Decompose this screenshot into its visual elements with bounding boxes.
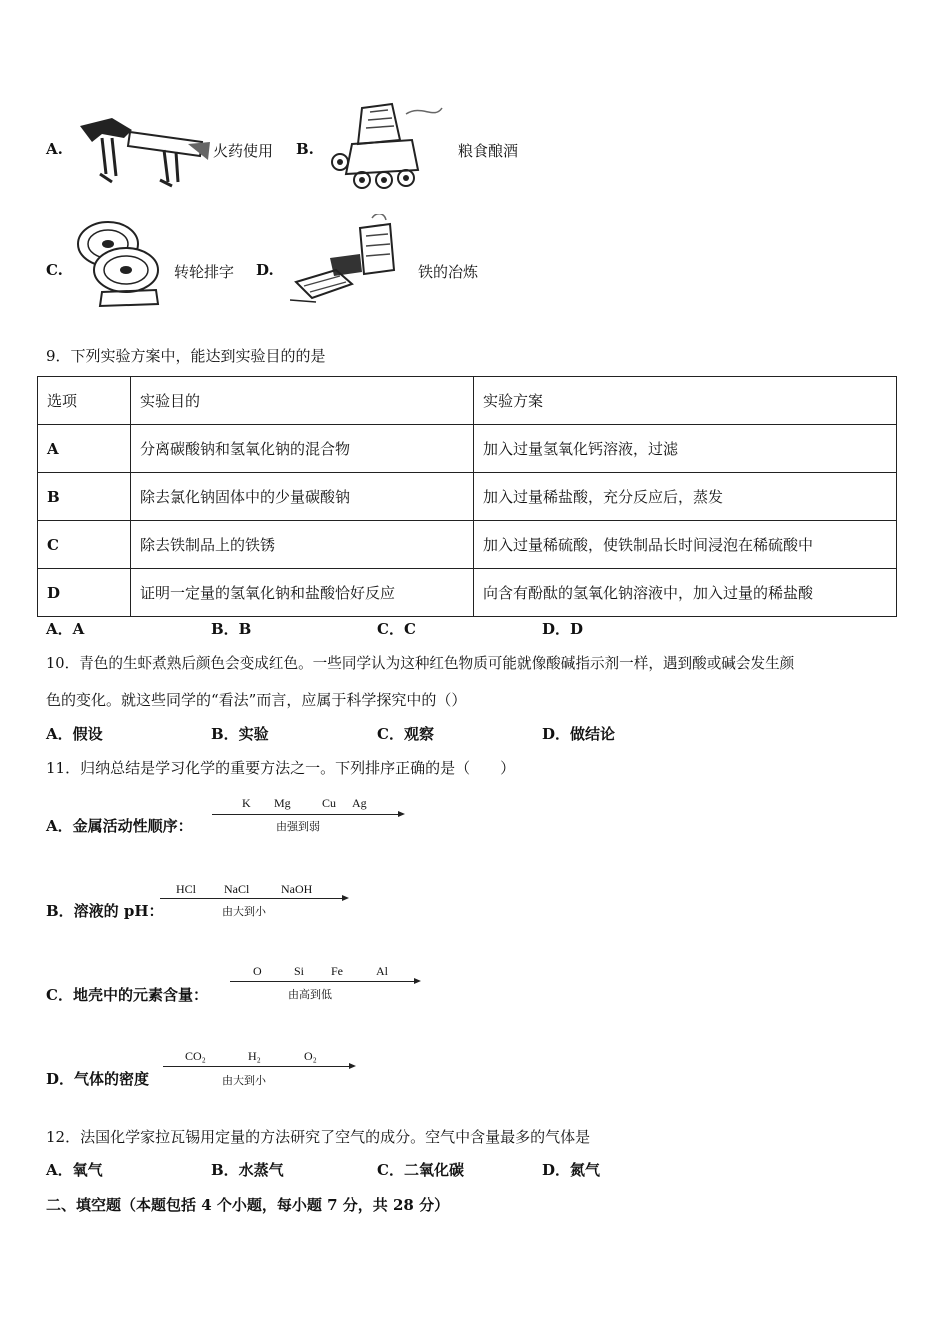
q8-option-b-text: 粮食酿酒	[458, 142, 519, 160]
arrow-head-icon	[414, 978, 421, 984]
experiment-table	[37, 376, 897, 617]
q12-stem: 12．法国化学家拉瓦锡用定量的方法研究了空气的成分。空气中含量最多的气体是	[46, 1128, 591, 1146]
gunpowder-illustration	[72, 112, 212, 192]
sequence-item: Si	[294, 964, 305, 978]
q9-option-c: C．C	[377, 620, 416, 638]
q10-option-d: D．做结论	[542, 725, 616, 743]
sequence-item: Fe	[331, 964, 343, 978]
table-row	[38, 521, 897, 569]
q11-option-a-label: A．金属活动性顺序：	[46, 817, 193, 835]
q11-option-b-label: B．溶液的 pH：	[46, 902, 164, 920]
q8-option-d-letter: D.	[256, 261, 274, 279]
section-title: 二、填空题（本题包括 4 个小题，每小题 7 分，共 28 分）	[46, 1196, 450, 1214]
q12-option-c: C．二氧化碳	[377, 1161, 464, 1179]
sequence-arrow	[212, 814, 398, 815]
row-option: B	[38, 473, 131, 521]
sequence-arrow	[230, 981, 414, 982]
sequence-item: NaOH	[281, 882, 313, 896]
row-plan: 加入过量稀盐酸，充分反应后，蒸发	[474, 473, 897, 521]
q12-option-a: A．氧气	[46, 1161, 103, 1179]
sequence-item: K	[242, 796, 251, 810]
table-row	[38, 473, 897, 521]
sequence-item: Mg	[274, 796, 291, 810]
row-plan: 向含有酚酞的氢氧化钠溶液中，加入过量的稀盐酸	[474, 569, 897, 617]
q11-option-d-label: D．气体的密度	[46, 1070, 150, 1088]
sequence-caption: 由高到低	[288, 988, 332, 1001]
sequence-item: CO₂	[185, 1049, 206, 1063]
header-option: 选项	[38, 377, 131, 425]
sequence-caption: 由强到弱	[276, 820, 320, 833]
q9-option-b: B．B	[211, 620, 252, 638]
q9-stem: 9．下列实验方案中，能达到实验目的的是	[46, 347, 326, 365]
q8-option-b-letter: B.	[296, 140, 314, 158]
q8-option-a-text: 火药使用	[213, 142, 274, 160]
sequence-item: Al	[376, 964, 388, 978]
q9-option-a: A．A	[46, 620, 85, 638]
row-option: A	[38, 425, 131, 473]
iron-smelting-illustration	[290, 214, 410, 304]
q10-option-b: B．实验	[211, 725, 269, 743]
row-purpose: 分离碳酸钠和氢氧化钠的混合物	[131, 425, 474, 473]
q11-option-c-label: C．地壳中的元素含量：	[46, 986, 208, 1004]
arrow-head-icon	[398, 811, 405, 817]
sequence-item: HCl	[176, 882, 197, 896]
row-option: C	[38, 521, 131, 569]
q10-stem-line2: 色的变化。就这些同学的“看法”而言，应属于科学探究中的（）	[46, 691, 467, 709]
q10-option-c: C．观察	[377, 725, 434, 743]
row-purpose: 证明一定量的氢氧化钠和盐酸恰好反应	[131, 569, 474, 617]
q8-option-a-letter: A.	[46, 140, 63, 158]
q11-stem: 11．归纳总结是学习化学的重要方法之一。下列排序正确的是（ ）	[46, 759, 516, 777]
sequence-item: O	[253, 964, 262, 978]
row-purpose: 除去氯化钠固体中的少量碳酸钠	[131, 473, 474, 521]
q8-option-c-text: 转轮排字	[174, 263, 235, 281]
sequence-item: Cu	[322, 796, 337, 810]
row-plan: 加入过量稀硫酸，使铁制品长时间浸泡在稀硫酸中	[474, 521, 897, 569]
table-header-row	[38, 377, 897, 425]
type-wheel-illustration	[72, 214, 162, 308]
arrow-head-icon	[342, 895, 349, 901]
grain-brewing-illustration	[322, 100, 447, 192]
row-purpose: 除去铁制品上的铁锈	[131, 521, 474, 569]
sequence-item: O₂	[304, 1049, 317, 1063]
header-plan: 实验方案	[474, 377, 897, 425]
sequence-caption: 由大到小	[222, 905, 266, 918]
sequence-item: H₂	[248, 1049, 261, 1063]
q12-option-b: B．水蒸气	[211, 1161, 284, 1179]
q8-option-c-letter: C.	[46, 261, 63, 279]
table-row	[38, 569, 897, 617]
header-purpose: 实验目的	[131, 377, 474, 425]
table-row	[38, 425, 897, 473]
row-option: D	[38, 569, 131, 617]
sequence-item: Ag	[352, 796, 367, 810]
sequence-arrow	[163, 1066, 349, 1067]
q10-stem-line1: 10．青色的生虾煮熟后颜色会变成红色。一些同学认为这种红色物质可能就像酸碱指示剂一样，遇到酸或碱会发生颜	[46, 655, 795, 672]
q9-option-d: D．D	[542, 620, 584, 638]
q12-option-d: D．氮气	[542, 1161, 601, 1179]
sequence-item: NaCl	[224, 882, 250, 896]
q10-option-a: A．假设	[46, 725, 103, 743]
row-plan: 加入过量氢氧化钙溶液，过滤	[474, 425, 897, 473]
q8-option-d-text: 铁的冶炼	[418, 263, 479, 281]
sequence-arrow	[160, 898, 342, 899]
arrow-head-icon	[349, 1063, 356, 1069]
sequence-caption: 由大到小	[222, 1074, 266, 1087]
